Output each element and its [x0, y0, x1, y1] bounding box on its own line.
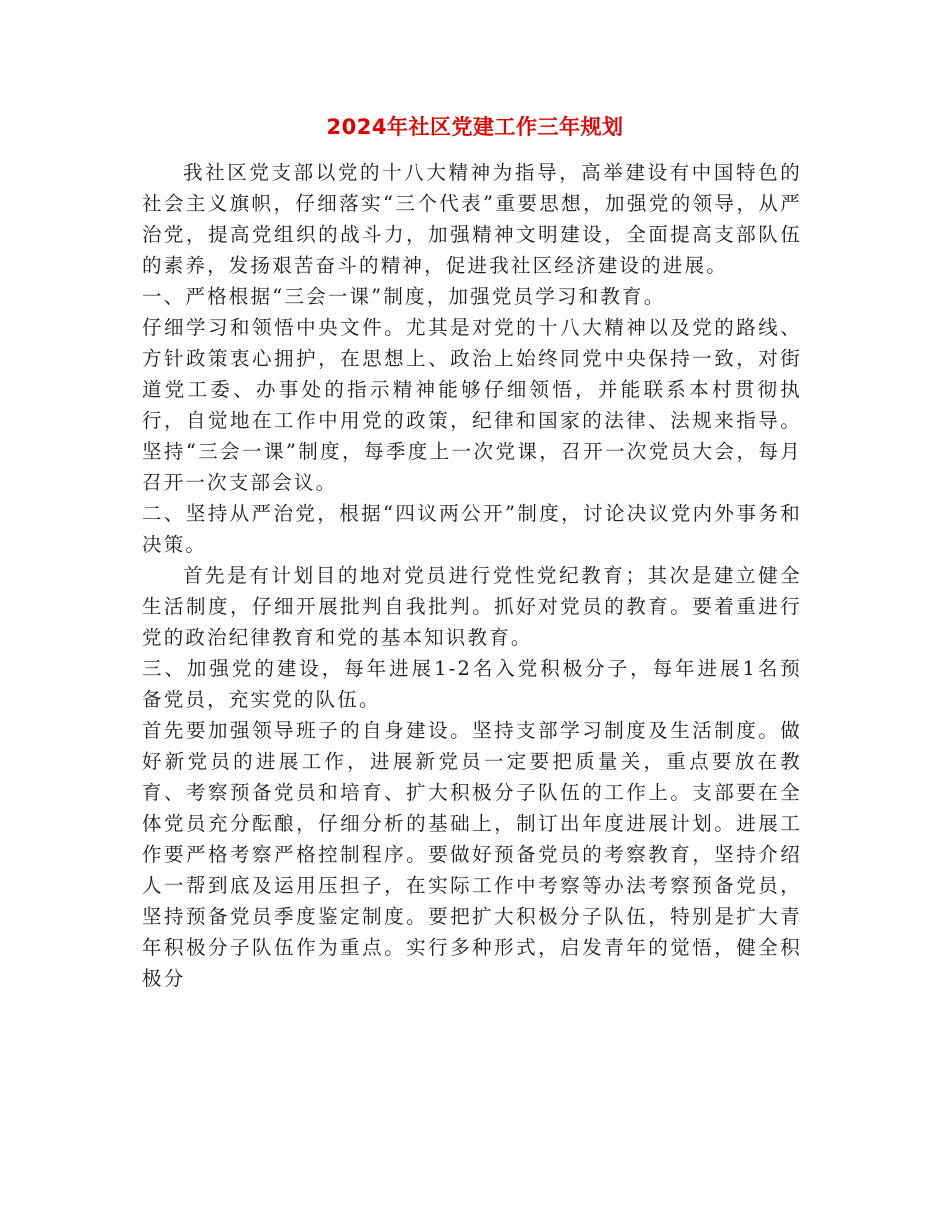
section-heading-1: 一、严格根据“三会一课”制度，加强党员学习和教育。 — [142, 285, 666, 308]
paragraph-section-3: 首先要加强领导班子的自身建设。坚持支部学习制度及生活制度。做好新党员的进展工作，进展新党员一定要把质量关，重点要放在教育、考察预备党员和培育、扩大积极分子队伍的工作上。支部要在全体党员充分酝酿，仔细分析的基础上，制订出年度进展计划。进展工作要严格考察严格控制程序。要做好预备党员的考察教育，坚持介绍人一帮到底及运用压担子，在实际工作中考察等办法考察预备党员，坚持预备党员季度鉴定制度。要把扩大积极分子队伍，特别是扩大青年积极分子队伍作为重点。实行多种形式，启发青年的觉悟，健全积极分 — [142, 719, 802, 990]
paragraph-section-2: 首先是有计划目的地对党员进行党性党纪教育；其次是建立健全生活制度，仔细开展批判自我批判。抓好对党员的教育。要着重进行党的政治纪律教育和党的基本知识教育。 — [142, 564, 802, 649]
section-heading-3: 三、加强党的建设，每年进展1-2名入党积极分子，每年进展1名预备党员，充实党的队伍。 — [142, 657, 802, 711]
paragraph-intro: 我社区党支部以党的十八大精神为指导，高举建设有中国特色的社会主义旗帜，仔细落实“三个代表”重要思想，加强党的领导，从严治党，提高党组织的战斗力，加强精神文明建设，全面提高支部队伍的素养，发扬艰苦奋斗的精神，促进我社区经济建设的进展。 — [142, 161, 802, 277]
section-heading-2: 二、坚持从严治党，根据“四议两公开”制度，讨论决议党内外事务和决策。 — [142, 502, 802, 556]
paragraph-section-1: 仔细学习和领悟中央文件。尤其是对党的十八大精神以及党的路线、方针政策衷心拥护，在思想上、政治上始终同党中央保持一致，对街道党工委、办事处的指示精神能够仔细领悟，并能联系本村贯彻执行，自觉地在工作中用党的政策，纪律和国家的法律、法规来指导。坚持“三会一课”制度，每季度上一次党课，召开一次党员大会，每月召开一次支部会议。 — [142, 316, 802, 494]
document-body — [142, 157, 802, 994]
document-title: 2024年社区党建工作三年规划 — [326, 115, 624, 139]
